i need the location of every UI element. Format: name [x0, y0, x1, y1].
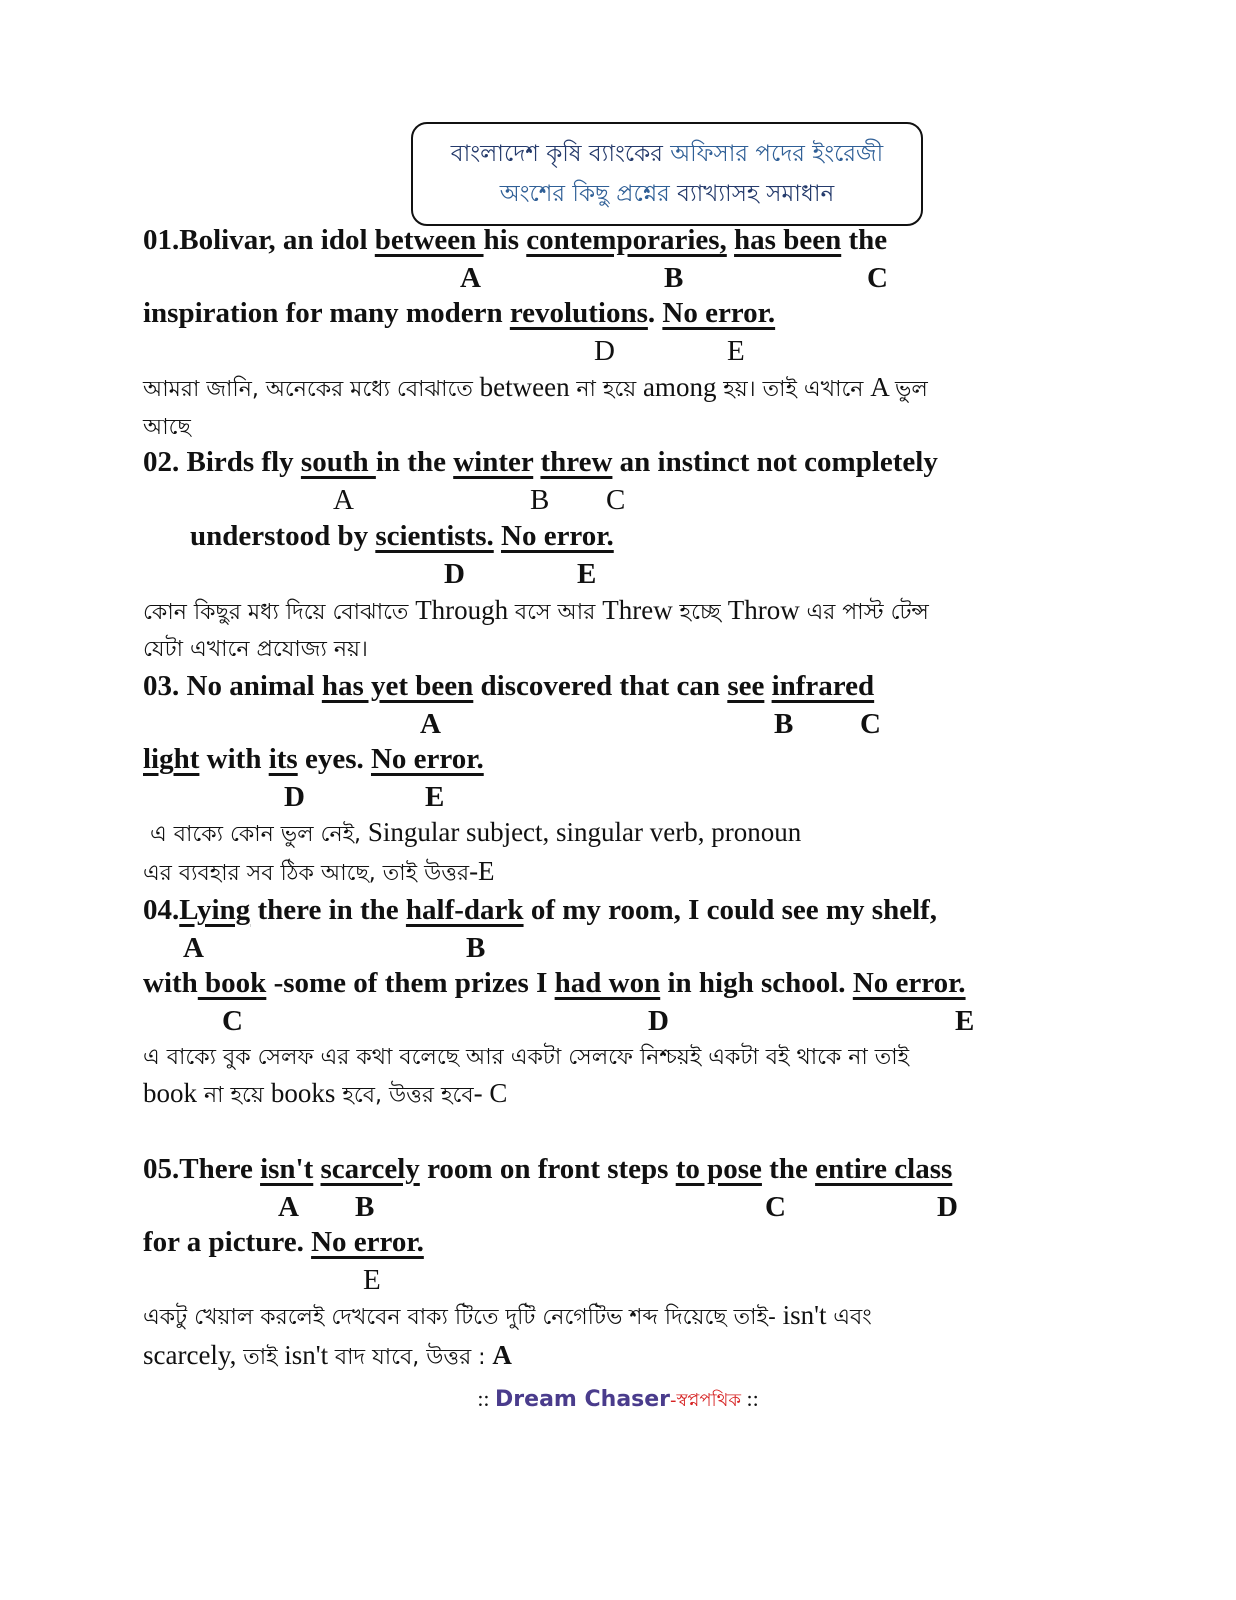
label-d: D: [648, 1005, 669, 1037]
question-text: in the: [375, 446, 454, 478]
question-text: .: [647, 297, 663, 329]
footer-prefix: ::: [477, 1386, 490, 1411]
label-a: A: [333, 484, 354, 516]
option-e: No error.: [370, 743, 484, 775]
explanation-1-line-2: [143, 410, 191, 447]
question-text: the: [761, 1153, 816, 1185]
question-text: 01.Bolivar, an idol: [143, 224, 375, 256]
question-1-line-1: [143, 224, 887, 257]
label-c: C: [606, 484, 626, 516]
option-c: infrared: [771, 670, 875, 702]
explanation-text: হবে, উত্তর হবে: [335, 1083, 474, 1108]
question-text: understood by: [190, 520, 376, 552]
option-c: to pose: [675, 1153, 762, 1185]
explanation-3-line-2: [143, 856, 495, 893]
explanation-text: Threw: [602, 595, 680, 625]
explanation-text: বসে আর: [514, 600, 603, 625]
explanation-text: isn't: [277, 1340, 335, 1370]
question-text: [494, 520, 501, 552]
explanation-5-line-2: [143, 1340, 512, 1377]
explanation-text: একটু খেয়াল করলেই দেখবেন বাক্য টিতে দুটি নেগেটিভ শব্দ দিয়েছে তাই-: [143, 1305, 776, 1330]
label-e: E: [727, 335, 745, 367]
explanation-2-line-2: [143, 632, 368, 669]
question-text: 03. No animal: [143, 670, 322, 702]
label-e: E: [363, 1264, 381, 1296]
option-d: revolutions: [509, 297, 648, 329]
footer-suffix: ::: [746, 1386, 759, 1411]
question-text: an instinct not completely: [612, 446, 938, 478]
explanation-text: এর ব্যবহার সব ঠিক আছে, তাই উত্তর: [143, 861, 470, 886]
option-b: scarcely: [320, 1153, 420, 1185]
question-text: with: [143, 967, 198, 999]
option-b: half-dark: [405, 894, 524, 926]
explanation-text: A: [863, 372, 895, 402]
explanation-text: এবং: [833, 1305, 872, 1330]
brand-name-bn: -স্বপ্নপথিক: [670, 1390, 741, 1411]
label-a: A: [278, 1191, 299, 1223]
question-text: his: [483, 224, 527, 256]
label-d: D: [444, 558, 465, 590]
explanation-text: এর পাস্ট টেন্স: [806, 600, 929, 625]
explanation-text: - C: [473, 1078, 508, 1108]
title-part: ব্যাখ্যাসহ সমাধান: [677, 181, 835, 207]
option-e: No error.: [501, 520, 614, 552]
question-4-line-1: [143, 894, 937, 927]
label-b: B: [774, 708, 794, 740]
question-4-line-2: [143, 967, 966, 1000]
label-a: A: [420, 708, 441, 740]
option-e: No error.: [311, 1226, 424, 1258]
option-d: light: [143, 743, 200, 775]
option-a: isn't: [260, 1153, 314, 1185]
explanation-4-line-2: [143, 1078, 507, 1115]
question-text: in high school.: [660, 967, 853, 999]
option-a: between: [374, 224, 484, 256]
answer: A: [485, 1340, 512, 1370]
question-5-line-1: [143, 1153, 952, 1186]
label-b: B: [530, 484, 550, 516]
label-c: C: [867, 262, 888, 294]
explanation-2: [143, 595, 929, 632]
explanation-text: যেটা এখানে প্রযোজ্য নয়।: [143, 637, 368, 662]
question-text: eyes.: [297, 743, 371, 775]
explanation-5: [143, 1300, 872, 1337]
option-d: entire class: [815, 1153, 953, 1185]
explanation-1: [143, 372, 928, 409]
question-3-line-2: [143, 743, 484, 776]
explanation-text: তাই: [243, 1345, 278, 1370]
question-text: room on front steps: [419, 1153, 676, 1185]
explanation-text: book: [143, 1078, 197, 1108]
explanation-text: এ বাক্যে বুক সেলফ এর কথা বলেছে আর একটা সেলফে নিশ্চয়ই একটা বই থাকে না তাই: [143, 1045, 910, 1070]
label-c: C: [765, 1191, 786, 1223]
question-text: with: [199, 743, 269, 775]
explanation-text: আমরা জানি, অনেকের মধ্যে বোঝাতে: [143, 377, 473, 402]
option-a: south: [300, 446, 376, 478]
title-part-highlight: অফিসার পদের ইংরেজী: [670, 141, 884, 167]
question-1-line-2: [143, 297, 775, 330]
question-text: [764, 670, 771, 702]
question-text: inspiration for many modern: [143, 297, 510, 329]
title-part-highlight: অংশের কিছু প্রশ্নের: [499, 181, 670, 207]
question-text: there in the: [250, 894, 406, 926]
option-c: has been: [734, 224, 842, 256]
footer-brand: [0, 1386, 1236, 1417]
explanation-text: না হয়ে: [576, 377, 637, 402]
label-e: E: [425, 781, 445, 813]
question-3-line-1: [143, 670, 874, 703]
explanation-text: Singular subject, singular verb, pronoun: [361, 817, 802, 847]
question-text: [727, 224, 734, 256]
label-c: C: [860, 708, 881, 740]
option-d-its: its: [268, 743, 298, 775]
question-2-line-1: [143, 446, 938, 479]
question-text: -some of them prizes I: [266, 967, 555, 999]
option-c: threw: [540, 446, 613, 478]
explanation-text: among: [636, 372, 724, 402]
question-text: 04.: [143, 894, 180, 926]
question-text: for a picture.: [143, 1226, 312, 1258]
question-text: of my room, I could see my shelf,: [523, 894, 938, 926]
title-box: [411, 122, 923, 226]
question-text: [313, 1153, 320, 1185]
label-a: A: [460, 262, 481, 294]
label-b: B: [664, 262, 684, 294]
option-b: see: [727, 670, 765, 702]
explanation-text: ভুল: [894, 377, 928, 402]
title-line-1: [413, 134, 921, 174]
question-text: discovered that can: [473, 670, 728, 702]
option-b: contemporaries,: [526, 224, 727, 256]
explanation-text: আছে: [143, 415, 191, 440]
explanation-4: [143, 1040, 909, 1077]
label-b: B: [355, 1191, 375, 1223]
explanation-text: Throw: [727, 595, 807, 625]
brand-name: Dream Chaser: [495, 1387, 671, 1412]
explanation-text: হচ্ছে: [679, 600, 728, 625]
explanation-text: Through: [408, 595, 515, 625]
explanation-text: এ বাক্যে কোন ভুল নেই,: [150, 822, 362, 847]
question-5-line-2: [143, 1226, 424, 1259]
option-e: No error.: [852, 967, 966, 999]
option-a: Lying: [179, 894, 251, 926]
option-d: had won: [554, 967, 661, 999]
explanation-text: books: [270, 1078, 336, 1108]
question-text: 05.There: [143, 1153, 261, 1185]
explanation-text: isn't: [775, 1300, 834, 1330]
label-b: B: [466, 932, 486, 964]
title-part: বাংলাদেশ কৃষি ব্যাংকের: [450, 141, 663, 167]
explanation-text: না হয়ে: [197, 1083, 271, 1108]
title-line-2: [413, 174, 921, 214]
label-d: D: [284, 781, 305, 813]
label-c: C: [222, 1005, 243, 1037]
explanation-text: বাদ যাবে, উত্তর :: [334, 1345, 486, 1370]
option-e: No error.: [662, 297, 776, 329]
option-c: book: [197, 967, 267, 999]
explanation-3: [150, 817, 801, 854]
option-a: has yet been: [321, 670, 474, 702]
label-e: E: [955, 1005, 975, 1037]
label-e: E: [577, 558, 597, 590]
explanation-text: হয়। তাই এখানে: [723, 377, 864, 402]
question-text: the: [841, 224, 888, 256]
explanation-text: between: [472, 372, 577, 402]
option-d: scientists.: [375, 520, 494, 552]
label-d: D: [594, 335, 615, 367]
option-b: winter: [453, 446, 534, 478]
explanation-text: -E: [469, 856, 495, 886]
label-d: D: [937, 1191, 958, 1223]
explanation-text: scarcely,: [143, 1340, 244, 1370]
question-text: 02. Birds fly: [143, 446, 301, 478]
question-2-line-2: [190, 520, 614, 553]
label-a: A: [183, 932, 204, 964]
explanation-text: কোন কিছুর মধ্য দিয়ে বোঝাতে: [143, 600, 409, 625]
